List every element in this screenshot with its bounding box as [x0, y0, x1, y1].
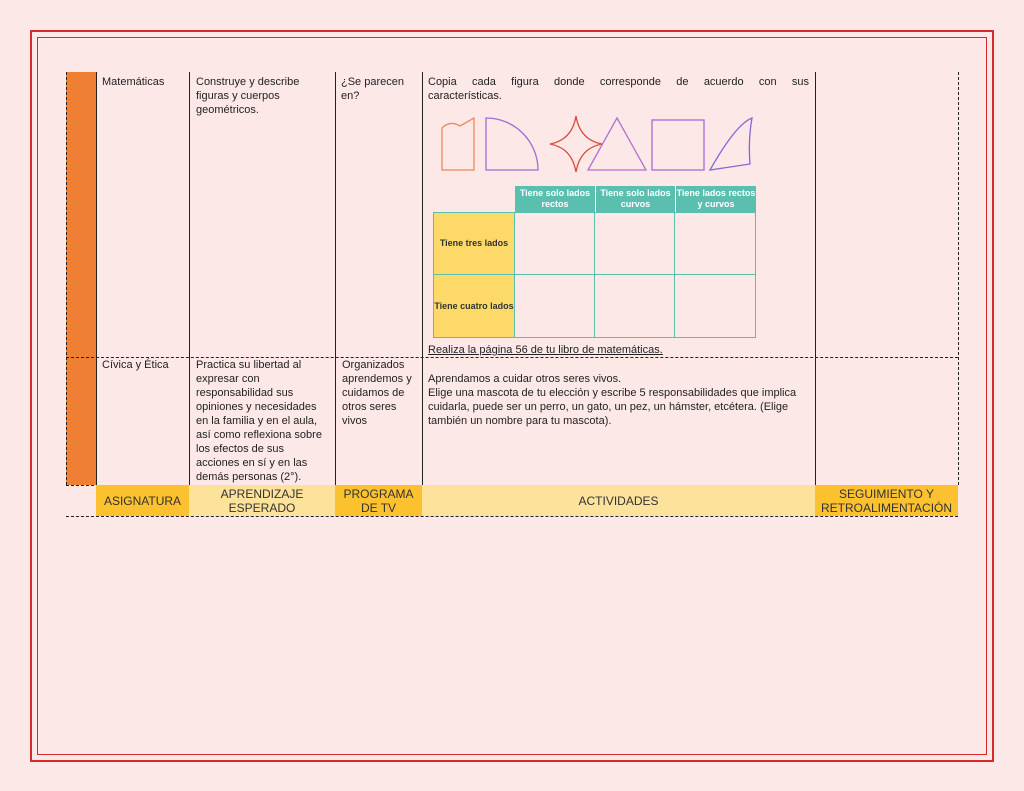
activity-text: características.	[428, 90, 502, 102]
table-border-right	[958, 72, 959, 485]
activity-text: Copia cada figura donde corresponde de acuerdo con sus	[428, 76, 809, 88]
curved-triangle-shape	[710, 118, 752, 170]
col-divider	[422, 72, 423, 485]
header-subject: ASIGNATURA	[103, 493, 182, 508]
col-header-mixed: Tiene lados rectos y curvos	[675, 186, 756, 212]
header-followup: SEGUIMIENTO Y RETROALIMENTACIÓN	[820, 486, 953, 515]
header-learning: APRENDIZAJE ESPERADO	[220, 486, 304, 515]
table-cell[interactable]	[675, 275, 756, 338]
subject-cell: Cívica y Ética	[102, 359, 169, 371]
col-divider	[335, 72, 336, 485]
orange-band	[66, 72, 96, 485]
curved-rectangle-shape	[442, 118, 474, 170]
row-header-three-sides: Tiene tres lados	[433, 212, 515, 275]
col-divider	[189, 72, 190, 485]
col-divider	[815, 72, 816, 485]
table-cell[interactable]	[595, 275, 675, 338]
activity-text: Elige una mascota de tu elección y escribe 5 responsabilidades que implica cuidarla, puede ser un perro, un gato, un pez, un hámster, etcétera. (Elige también un nombre para tu mascota).	[428, 387, 797, 427]
learning-cell: Construye y describe figuras y cuerpos geométricos.	[196, 76, 300, 116]
triangle-shape	[588, 118, 646, 170]
col-divider	[96, 72, 97, 485]
activity-footer: Realiza la página 56 de tu libro de matemáticas.	[428, 344, 663, 356]
table-border-left	[66, 72, 67, 485]
quarter-circle-shape	[486, 118, 538, 170]
col-header-straight: Tiene solo lados rectos	[515, 186, 595, 212]
table-border-bottom	[66, 516, 958, 517]
header-program: PROGRAMA DE TV	[343, 486, 414, 515]
shapes-illustration	[436, 114, 758, 176]
program-cell: Organizados aprendemos y cuidamos de otros seres vivos	[342, 359, 412, 427]
activity-text: Aprendamos a cuidar otros seres vivos.	[428, 373, 622, 385]
row-header-four-sides: Tiene cuatro lados	[433, 275, 515, 338]
subject-cell: Matemáticas	[102, 76, 165, 88]
table-cell[interactable]	[595, 212, 675, 275]
table-cell[interactable]	[675, 212, 756, 275]
col-header-curved: Tiene solo lados curvos	[595, 186, 675, 212]
table-cell[interactable]	[515, 212, 595, 275]
header-activities: ACTIVIDADES	[578, 493, 659, 508]
learning-cell: Practica su libertad al expresar con responsabilidad sus opiniones y necesidades en la familia y en el aula, así como reflexiona sobre los efectos de sus acciones en sí y en las demás personas (2°).	[196, 359, 322, 483]
square-shape	[652, 120, 704, 170]
curved-star-shape	[550, 116, 602, 172]
program-cell: ¿Se parecen en?	[341, 76, 404, 102]
table-cell[interactable]	[515, 275, 595, 338]
